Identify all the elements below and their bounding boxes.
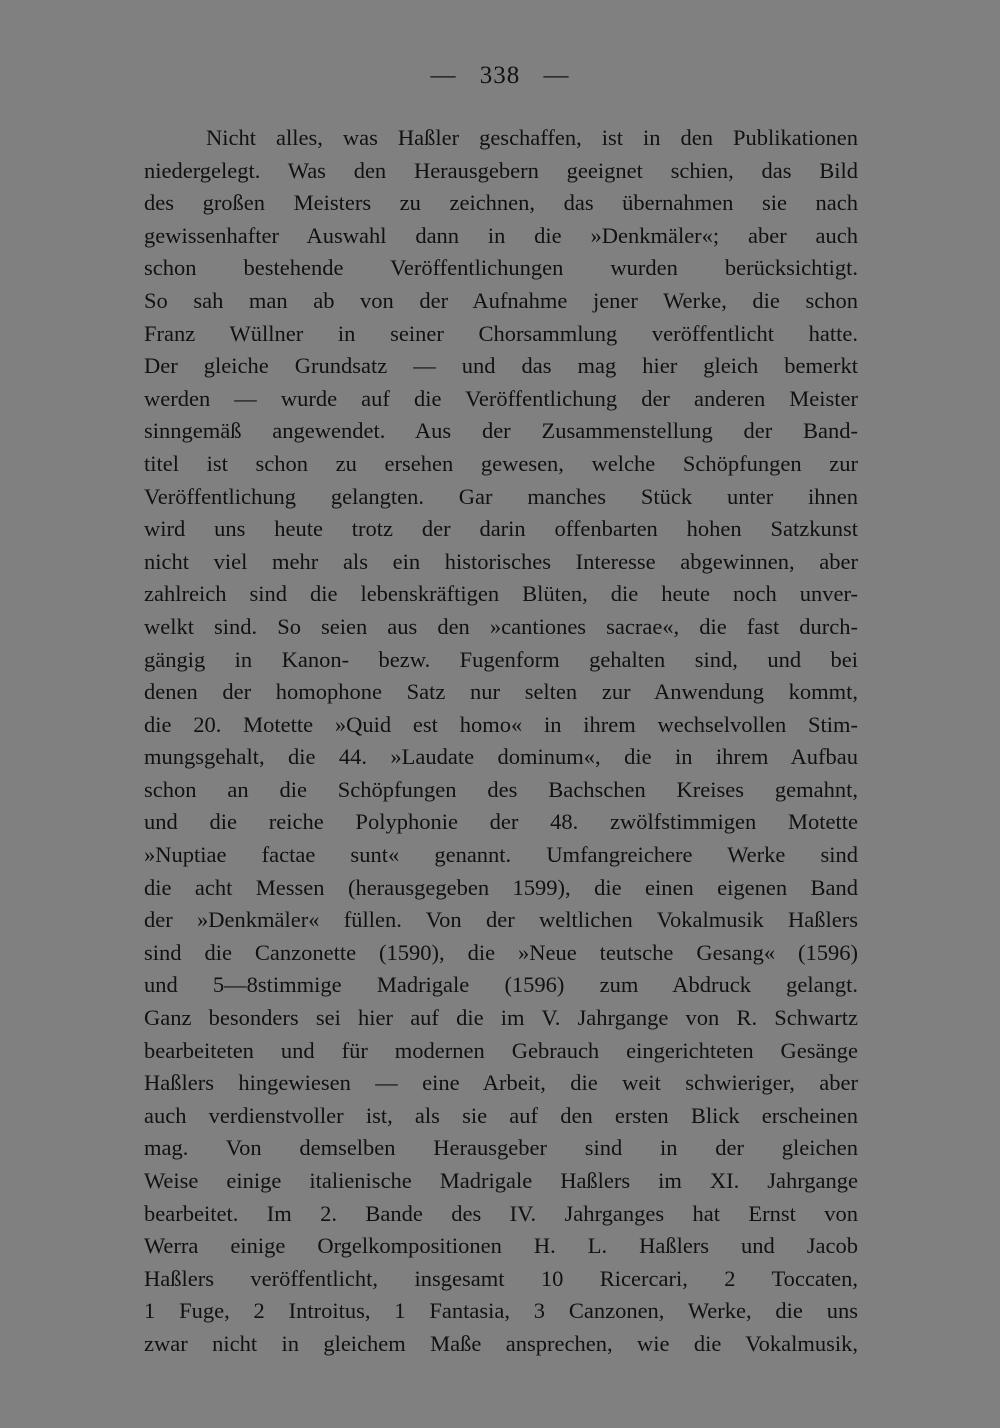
text-line: Der gleiche Grundsatz — und das mag hier gleich bemerkt	[144, 353, 858, 379]
text-line: die acht Messen (herausgegeben 1599), die einen eigenen Band	[144, 874, 858, 900]
text-line: bearbeiteten und für modernen Gebrauch eingerichteten Gesänge	[144, 1037, 858, 1063]
text-line: schon bestehende Veröffentlichungen wurden berücksichtigt.	[144, 255, 858, 281]
text-line: Ganz besonders sei hier auf die im V. Jahrgange von R. Schwartz	[144, 1005, 858, 1031]
text-line: 1 Fuge, 2 Introitus, 1 Fantasia, 3 Canzonen, Werke, die uns	[144, 1298, 858, 1324]
text-line: auch verdienstvoller ist, als sie auf den ersten Blick erscheinen	[144, 1102, 858, 1128]
text-line: So sah man ab von der Aufnahme jener Werke, die schon	[144, 287, 858, 313]
text-line: und die reiche Polyphonie der 48. zwölfstimmigen Motette	[144, 809, 858, 835]
text-line: der »Denkmäler« füllen. Von der weltlichen Vokalmusik Haßlers	[144, 907, 858, 933]
text-line: »Nuptiae factae sunt« genannt. Umfangreichere Werke sind	[144, 842, 858, 868]
text-line: Nicht alles, was Haßler geschaffen, ist in den Publikationen	[206, 125, 858, 150]
text-line: die 20. Motette »Quid est homo« in ihrem wechselvollen Stim-	[144, 711, 858, 737]
text-line: gängig in Kanon- bezw. Fugenform gehalten sind, und bei	[144, 646, 858, 672]
text-line: Franz Wüllner in seiner Chorsammlung veröffentlicht hatte.	[144, 320, 858, 346]
text-line: denen der homophone Satz nur selten zur Anwendung kommt,	[144, 679, 858, 705]
header-dash-right: —	[543, 62, 570, 89]
text-line: welkt sind. So seien aus den »cantiones sacrae«, die fast durch-	[144, 613, 858, 639]
text-line: nicht viel mehr als ein historisches Interesse abgewinnen, aber	[144, 548, 858, 574]
text-line: zahlreich sind die lebenskräftigen Blüten, die heute noch unver-	[144, 581, 858, 607]
text-line: Veröffentlichung gelangten. Gar manches Stück unter ihnen	[144, 483, 858, 509]
text-line: schon an die Schöpfungen des Bachschen Kreises gemahnt,	[144, 776, 858, 802]
text-line: werden — wurde auf die Veröffentlichung der anderen Meister	[144, 385, 858, 411]
text-line: Haßlers hingewiesen — eine Arbeit, die weit schwieriger, aber	[144, 1070, 858, 1096]
text-line: und 5—8stimmige Madrigale (1596) zum Abdruck gelangt.	[144, 972, 858, 998]
text-line: sinngemäß angewendet. Aus der Zusammenstellung der Band-	[144, 418, 858, 444]
text-line: Haßlers veröffentlicht, insgesamt 10 Ricercari, 2 Toccaten,	[144, 1265, 858, 1291]
text-line: bearbeitet. Im 2. Bande des IV. Jahrganges hat Ernst von	[144, 1200, 858, 1226]
text-line: titel ist schon zu ersehen gewesen, welche Schöpfungen zur	[144, 450, 858, 476]
page-header	[0, 62, 1000, 90]
body-paragraph	[144, 122, 858, 1361]
text-line: Weise einige italienische Madrigale Haßlers im XI. Jahrgange	[144, 1168, 858, 1193]
text-line: des großen Meisters zu zeichnen, das übernahmen sie nach	[144, 190, 858, 216]
page-number: 338	[479, 62, 521, 89]
text-line: zwar nicht in gleichem Maße ansprechen, wie die Vokalmusik,	[144, 1330, 858, 1356]
text-line: Werra einige Orgelkompositionen H. L. Haßlers und Jacob	[144, 1233, 858, 1259]
text-line: wird uns heute trotz der darin offenbarten hohen Satzkunst	[144, 516, 858, 542]
text-line: niedergelegt. Was den Herausgebern geeignet schien, das Bild	[144, 157, 858, 183]
text-line: gewissenhafter Auswahl dann in die »Denkmäler«; aber auch	[144, 222, 858, 248]
text-line: mag. Von demselben Herausgeber sind in der gleichen	[144, 1135, 858, 1161]
header-dash-left: —	[430, 62, 457, 89]
text-line: sind die Canzonette (1590), die »Neue teutsche Gesang« (1596)	[144, 939, 858, 965]
text-line: mungsgehalt, die 44. »Laudate dominum«, die in ihrem Aufbau	[144, 744, 858, 770]
